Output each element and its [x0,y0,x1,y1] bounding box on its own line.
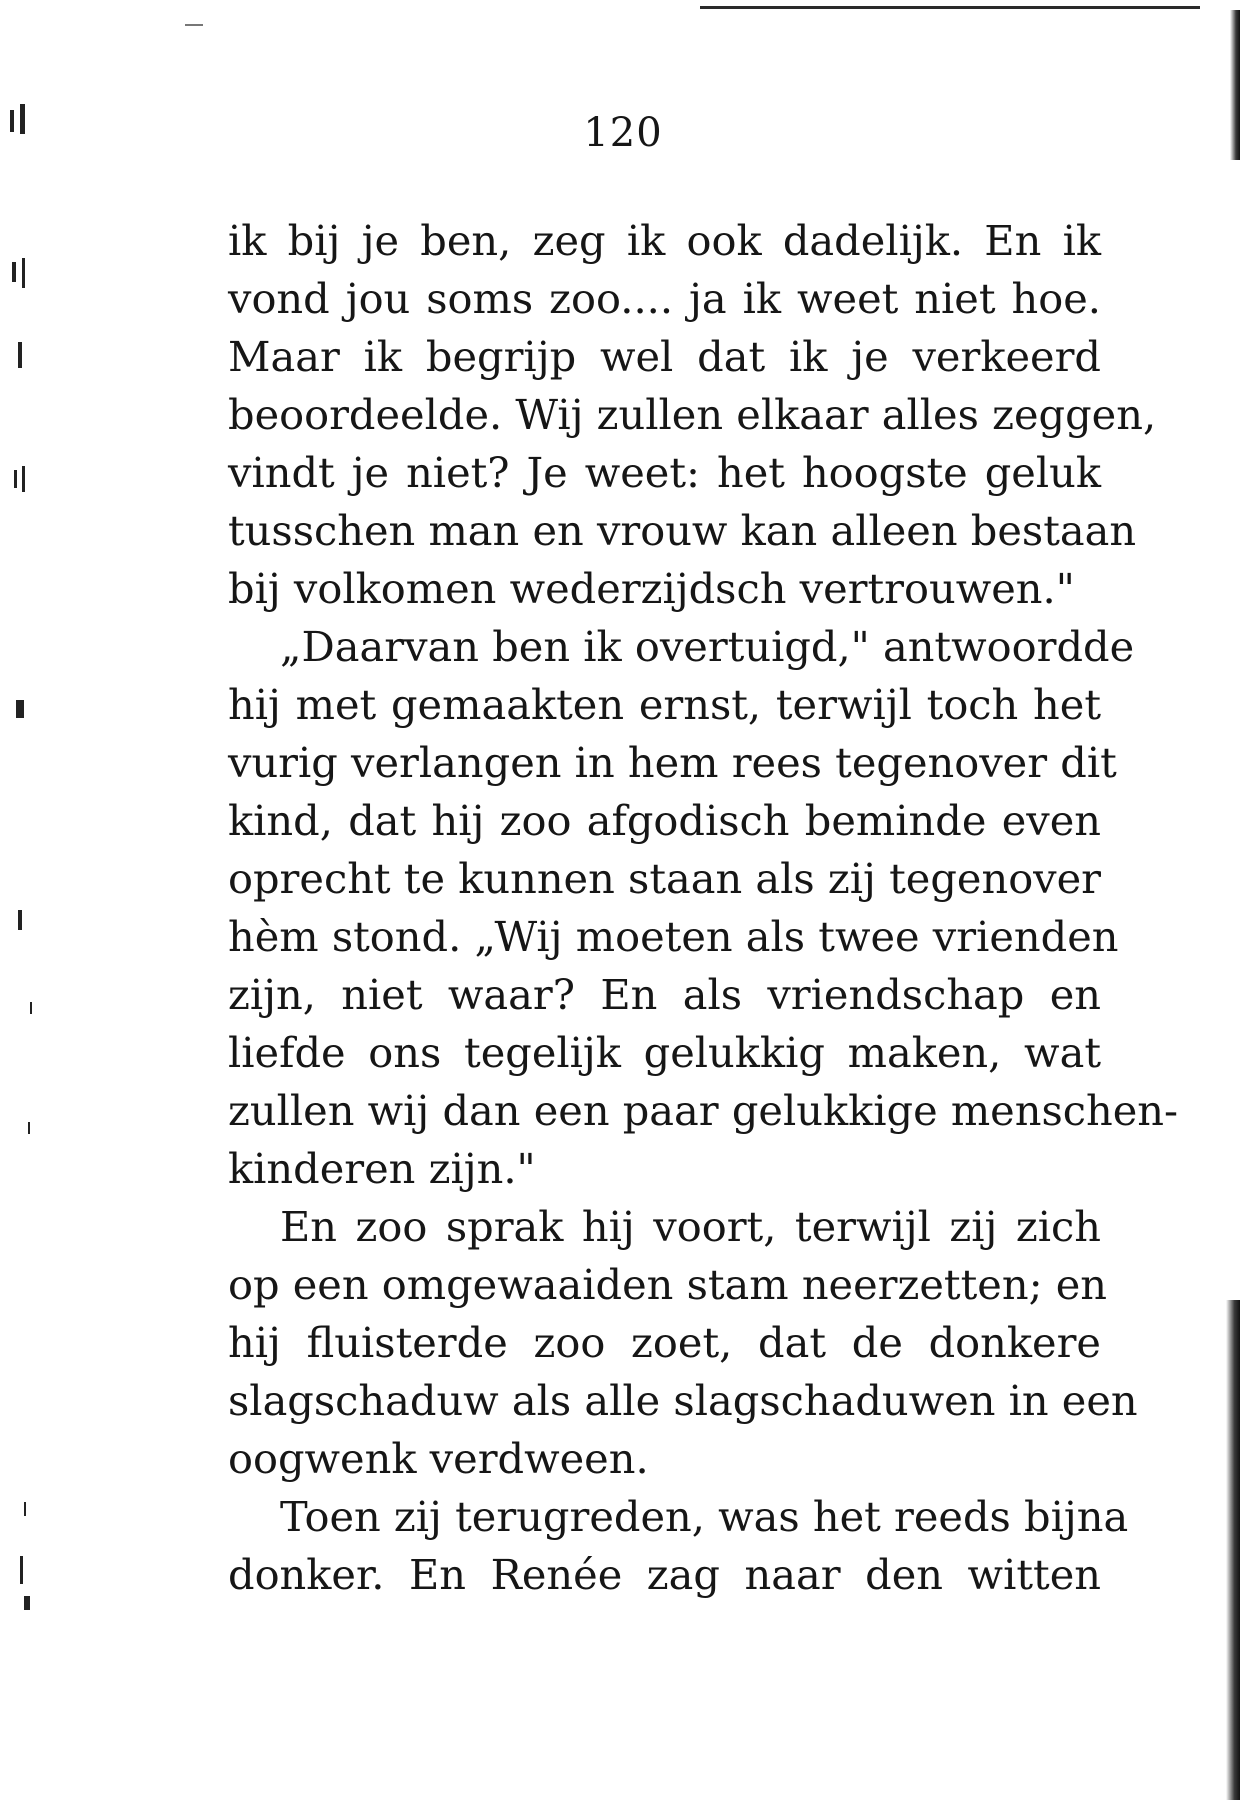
text-line: vurig verlangen in hem rees tegenover dit [228,738,1117,787]
text-line: Toen zij terugreden, was het reeds bijna [280,1492,1129,1541]
text-line: kind, dat hij zoo afgodisch beminde even [228,796,1101,845]
text-line: tusschen man en vrouw kan alleen bestaan [228,506,1137,555]
text-line: vindt je niet? Je weet: het hoogste geluk [228,448,1101,497]
right-edge-binding-shadow [1206,0,1246,1806]
text-line: donker. En Renée zag naar den witten [228,1550,1101,1599]
text-line: op een omgewaaiden stam neerzetten; en [228,1260,1108,1309]
text-line: hij met gemaakten ernst, terwijl toch het [228,680,1101,729]
text-line: zijn, niet waar? En als vriendschap en [228,970,1101,1019]
text-line: „Daarvan ben ik overtuigd," antwoordde [280,622,1135,671]
text-line: bij volkomen wederzijdsch vertrouwen." [228,564,1075,613]
left-margin-scan-marks [0,0,90,1806]
text-line: Maar ik begrijp wel dat ik je verkeerd [228,332,1101,381]
text-line: hij fluisterde zoo zoet, dat de donkere [228,1318,1101,1367]
text-line: liefde ons tegelijk gelukkig maken, wat [228,1028,1101,1077]
page-number: 120 [583,110,663,156]
text-line: oogwenk verdween. [228,1434,649,1483]
scan-top-rule [700,6,1200,9]
text-line: vond jou soms zoo.... ja ik weet niet hoe. [228,274,1101,323]
text-line: hèm stond. „Wij moeten als twee vrienden [228,912,1119,961]
body-text [228,212,1179,1604]
text-line: oprecht te kunnen staan als zij tegenover [228,854,1102,903]
text-line: beoordeelde. Wij zullen elkaar alles zeggen, [228,390,1157,439]
text-line: zullen wij dan een paar gelukkige menschen- [228,1086,1179,1135]
text-line: slagschaduw als alle slagschaduwen in een [228,1376,1138,1425]
scan-artifact-mark [185,24,203,26]
text-line: kinderen zijn." [228,1144,536,1193]
text-line: ik bij je ben, zeg ik ook dadelijk. En ik [228,216,1101,265]
text-line: En zoo sprak hij voort, terwijl zij zich [280,1202,1101,1251]
